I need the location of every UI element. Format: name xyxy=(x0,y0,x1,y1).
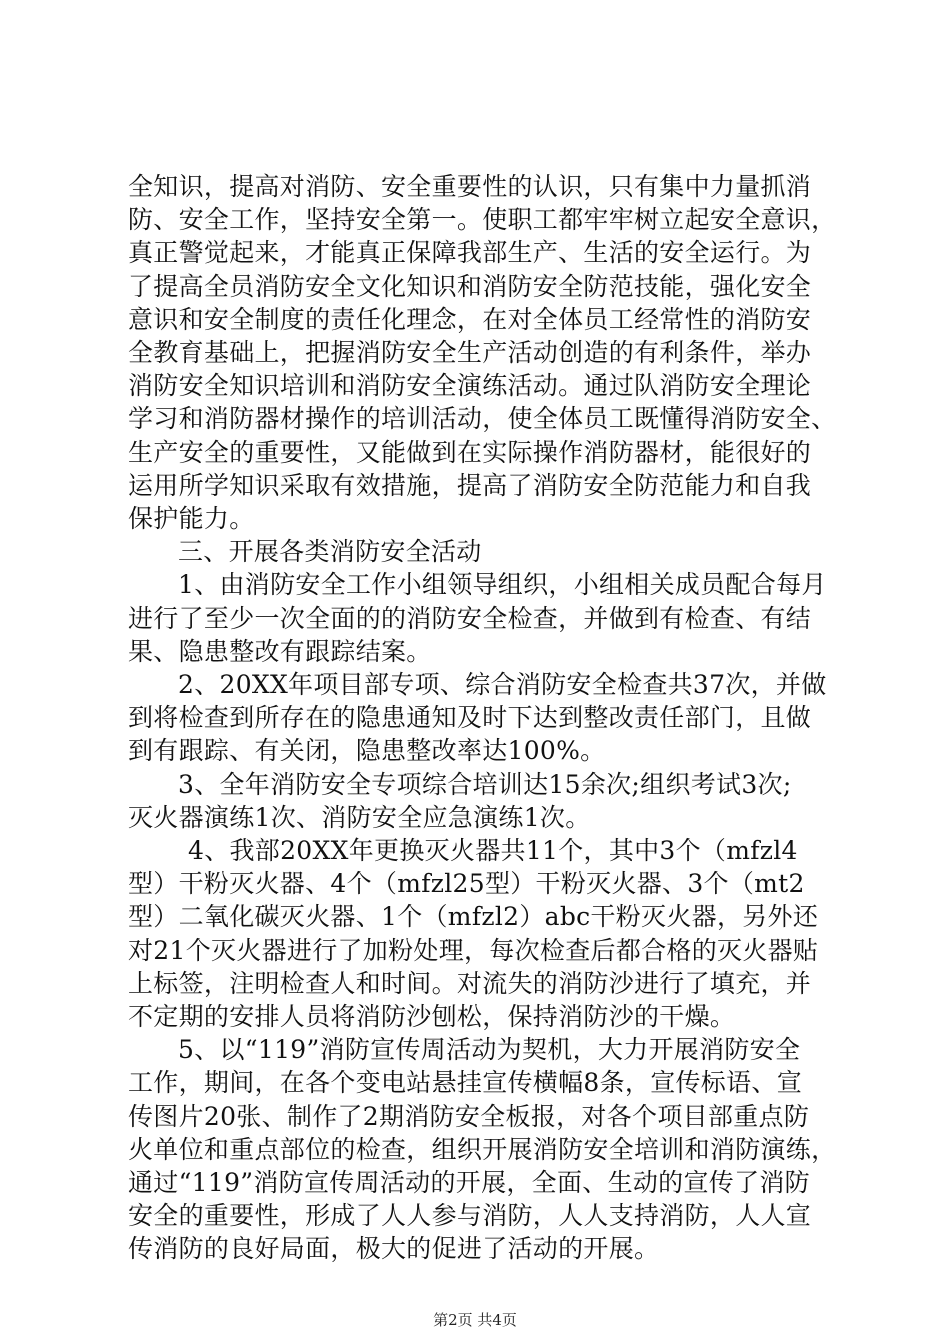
list-item-2-line: 到将检查到所存在的隐患通知及时下达到整改责任部门，且做 xyxy=(128,703,812,732)
list-item-5-line: 火单位和重点部位的检查，组织开展消防安全培训和消防演练， xyxy=(128,1135,837,1164)
section-heading: 三、开展各类消防安全活动 xyxy=(178,537,482,566)
body-text-line: 意识和安全制度的责任化理念，在对全体员工经常性的消防安 xyxy=(128,305,812,334)
list-item-4-line: 4、我部20XX年更换灭火器共11个，其中3个（mfzl4 xyxy=(188,836,798,865)
list-item-5-line: 传消防的良好局面，极大的促进了活动的开展。 xyxy=(128,1234,660,1263)
body-text-line: 全教育基础上，把握消防安全生产活动创造的有利条件，举办 xyxy=(128,338,812,367)
body-text-line: 真正警觉起来，才能真正保障我部生产、生活的安全运行。为 xyxy=(128,238,812,267)
list-item-5-line: 工作，期间，在各个变电站悬挂宣传横幅8条，宣传标语、宣 xyxy=(128,1068,803,1097)
body-text-line: 消防安全知识培训和消防安全演练活动。通过队消防安全理论 xyxy=(128,371,812,400)
body-text-line: 保护能力。 xyxy=(128,504,255,533)
list-item-5-line: 5、以“119”消防宣传周活动为契机，大力开展消防安全 xyxy=(178,1035,801,1064)
list-item-4-line: 型）二氧化碳灭火器、1个（mfzl2）abc干粉灭火器，另外还 xyxy=(128,902,819,931)
list-item-4-line: 对21个灭火器进行了加粉处理，每次检查后都合格的灭火器贴 xyxy=(128,936,819,965)
list-item-5-line: 传图片20张、制作了2期消防安全板报，对各个项目部重点防 xyxy=(128,1102,810,1131)
list-item-1-line: 进行了至少一次全面的的消防安全检查，并做到有检查、有结 xyxy=(128,604,812,633)
list-item-3-line: 3、全年消防安全专项综合培训达15余次;组织考试3次; xyxy=(178,770,792,799)
page-number-footer: 第2页 共4页 xyxy=(433,1311,517,1329)
list-item-3-line: 灭火器演练1次、消防安全应急演练1次。 xyxy=(128,803,591,832)
list-item-5-line: 安全的重要性，形成了人人参与消防，人人支持消防，人人宣 xyxy=(128,1201,812,1230)
body-text-line: 运用所学知识采取有效措施，提高了消防安全防范能力和自我 xyxy=(128,471,812,500)
body-text-line: 了提高全员消防安全文化知识和消防安全防范技能，强化安全 xyxy=(128,272,812,301)
list-item-2-line: 到有跟踪、有关闭，隐患整改率达100%。 xyxy=(128,736,606,765)
body-text-line: 防、安全工作，坚持安全第一。使职工都牢牢树立起安全意识， xyxy=(128,205,837,234)
list-item-1-line: 1、由消防安全工作小组领导组织，小组相关成员配合每月 xyxy=(178,570,827,599)
list-item-4-line: 不定期的安排人员将消防沙刨松，保持消防沙的干燥。 xyxy=(128,1002,736,1031)
list-item-2-line: 2、20XX年项目部专项、综合消防安全检查共37次，并做 xyxy=(178,670,827,699)
list-item-5-line: 通过“119”消防宣传周活动的开展，全面、生动的宣传了消防 xyxy=(128,1168,810,1197)
body-text-line: 学习和消防器材操作的培训活动，使全体员工既懂得消防安全、 xyxy=(128,404,837,433)
list-item-4-line: 型）干粉灭火器、4个（mfzl25型）干粉灭火器、3个（mt2 xyxy=(128,869,805,898)
body-text-line: 全知识，提高对消防、安全重要性的认识，只有集中力量抓消 xyxy=(128,172,812,201)
list-item-1-line: 果、隐患整改有跟踪结案。 xyxy=(128,637,432,666)
list-item-4-line: 上标签，注明检查人和时间。对流失的消防沙进行了填充，并 xyxy=(128,969,812,998)
body-text-line: 生产安全的重要性，又能做到在实际操作消防器材，能很好的 xyxy=(128,438,812,467)
